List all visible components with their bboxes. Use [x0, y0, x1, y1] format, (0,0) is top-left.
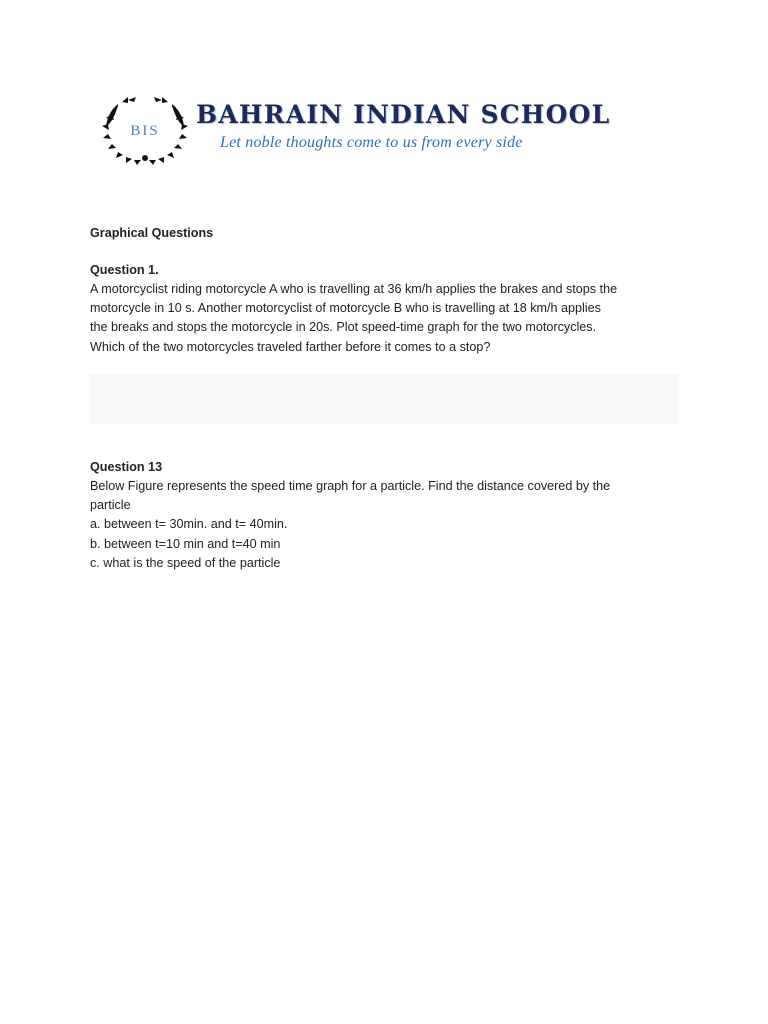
question-1-body — [90, 280, 617, 357]
question-13-line: Below Figure represents the speed time graph for a particle. Find the distance covered by the — [90, 479, 611, 493]
question-1-line: the breaks and stops the motorcycle in 20s. Plot speed-time graph for the two motorcycles. — [90, 320, 597, 335]
question-1-line: motorcycle in 10 s. Another motorcyclist of motorcycle B who is travelling at 18 km/h applies — [90, 301, 601, 316]
section-title: Graphical Questions — [90, 226, 214, 240]
school-logo — [96, 92, 656, 170]
question-13-title: Question 13 — [90, 460, 163, 474]
question-1-title: Question 1. — [90, 263, 159, 277]
question-1-line: Which of the two motorcycles traveled farther before it comes to a stop? — [90, 339, 491, 354]
question-13-line: b. between t=10 min and t=40 min — [90, 536, 281, 551]
question-13-line: particle — [90, 498, 131, 513]
question-1-line: A motorcyclist riding motorcycle A who is travelling at 36 km/h applies the brakes and stops the — [90, 282, 618, 296]
question-13-line: a. between t= 30min. and t= 40min. — [90, 517, 288, 532]
question-13-line: c. what is the speed of the particle — [90, 555, 281, 570]
emblem-text: BIS — [130, 123, 160, 139]
question-13-body — [90, 477, 610, 573]
school-name: BAHRAIN INDIAN SCHOOL — [196, 100, 611, 129]
wreath-emblem-icon — [98, 94, 192, 166]
school-tagline: Let noble thoughts come to us from every side — [220, 134, 523, 151]
image-placeholder — [90, 374, 678, 424]
